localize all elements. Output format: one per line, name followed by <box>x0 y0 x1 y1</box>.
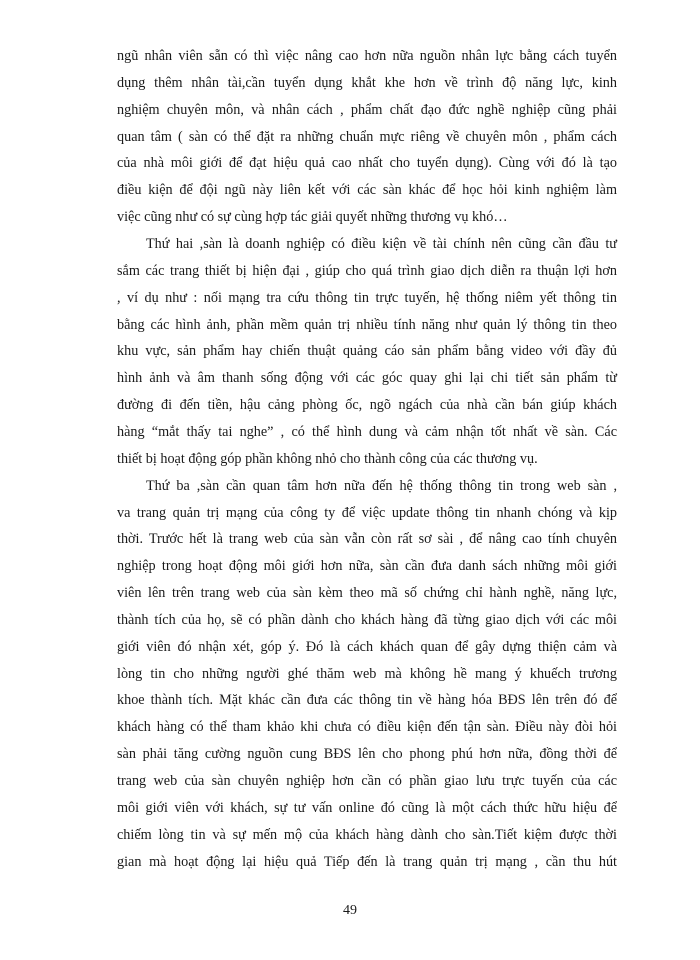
text-line: Thứ ba ,sàn cần quan tâm hơn nữa đến hệ thống thông tin trong web sàn , <box>146 477 617 494</box>
text-line: khu vực, sản phẩm hay chiến thuật quảng cáo sản phẩm bằng video với đầy đủ <box>117 343 617 360</box>
text-line: hình ảnh và âm thanh sống động với các góc quay ghi lại chi tiết sản phẩm từ <box>117 370 617 387</box>
text-line: hàng “mắt thấy tai nghe” , có thể hình dung và cảm nhận tốt nhất về sàn. Các <box>117 423 617 440</box>
text-line: sàn phải tăng cường nguồn cung BĐS lên cho phong phú hơn nữa, đồng thời để <box>117 746 617 763</box>
text-line: ngũ nhân viên sẵn có thì việc nâng cao hơn nữa nguồn nhân lực bằng cách tuyển <box>117 48 617 64</box>
text-line: bằng các hình ảnh, phần mềm quản trị nhiều tính năng như quản lý thông tin theo <box>117 316 617 333</box>
text-line: khách hàng có thể tham khảo khi chưa có điều kiện đến tận sàn. Điều này đòi hỏi <box>117 719 617 736</box>
text-line: viên lên trên trang web của sàn kèm theo mã số chứng chỉ hành nghề, năng lực, <box>117 585 617 601</box>
text-line: của nhà môi giới để đạt hiệu quả cao nhất cho tuyển dụng). Cùng với đó là tạo <box>117 155 617 172</box>
text-line: điều kiện để đội ngũ này liên kết với các sàn khác để học hỏi kinh nghiệm làm <box>117 182 617 199</box>
text-line: nghiệm chuyên môn, và nhân cách , phẩm chất đạo đức nghề nghiệp cũng phải <box>117 101 617 118</box>
text-line: thời. Trước hết là trang web của sàn vẫn còn rất sơ sài , để nâng cao tính chuyên <box>117 531 617 548</box>
text-line: gian mà hoạt động lại hiệu quả Tiếp đến là trang quản trị mạng , cần thu hút <box>117 853 617 870</box>
text-line: Thứ hai ,sàn là doanh nghiệp có điều kiện về tài chính nên cũng cần đầu tư <box>146 236 617 252</box>
text-line: môi giới viên với khách, sự tư vấn online đó cũng là một cách thức hữu hiệu để <box>117 799 617 816</box>
text-line: sắm các trang thiết bị hiện đại , giúp cho quá trình giao dịch diễn ra thuận lợi hơn <box>117 262 617 279</box>
text-line: , ví dụ như : nối mạng tra cứu thông tin trực tuyến, hệ thống niêm yết thông tin <box>117 289 617 306</box>
text-line: dụng thêm nhân tài,cần tuyển dụng khắt khe hơn về trình độ năng lực, kinh <box>117 74 617 91</box>
text-line: quan tâm ( sàn có thể đặt ra những chuẩn mực riêng về chuyên môn , phẩm cách <box>117 128 617 145</box>
text-line: thiết bị hoạt động góp phần không nhỏ cho thành công của các thương vụ. <box>117 450 538 467</box>
text-line: va trang quản trị mạng của công ty để việc update thông tin nhanh chóng và kịp <box>117 504 617 521</box>
text-line: giới viên đó nhận xét, góp ý. Đó là cách khách quan để gây dựng thiện cảm và <box>117 638 617 655</box>
text-line: việc cũng như có sự cùng hợp tác giải quyết những thương vụ khó… <box>117 209 508 226</box>
text-line: đường đi đến tiền, hậu cảng phòng ốc, ngõ ngách của nhà cần bán giúp khách <box>117 397 617 414</box>
text-line: khoe thành tích. Mặt khác cần đưa các thông tin về hàng hóa BĐS lên trên đó để <box>117 692 617 709</box>
text-line: trang web của sàn chuyên nghiệp hơn cần có phần giao lưu trực tuyến của các <box>117 773 617 789</box>
text-line: nghiệp trong hoạt động môi giới hơn nữa, sàn cần đưa danh sách những môi giới <box>117 558 617 575</box>
text-line: chiếm lòng tin và sự mến mộ của khách hàng dành cho sàn.Tiết kiệm được thời <box>117 826 617 843</box>
text-line: lòng tin cho những người ghé thăm web mà không hề mang ý khuếch trương <box>117 665 617 682</box>
text-line: thành tích của họ, sẽ có phần dành cho khách hàng đã từng giao dịch với các môi <box>117 611 617 628</box>
page-number: 49 <box>343 903 357 918</box>
